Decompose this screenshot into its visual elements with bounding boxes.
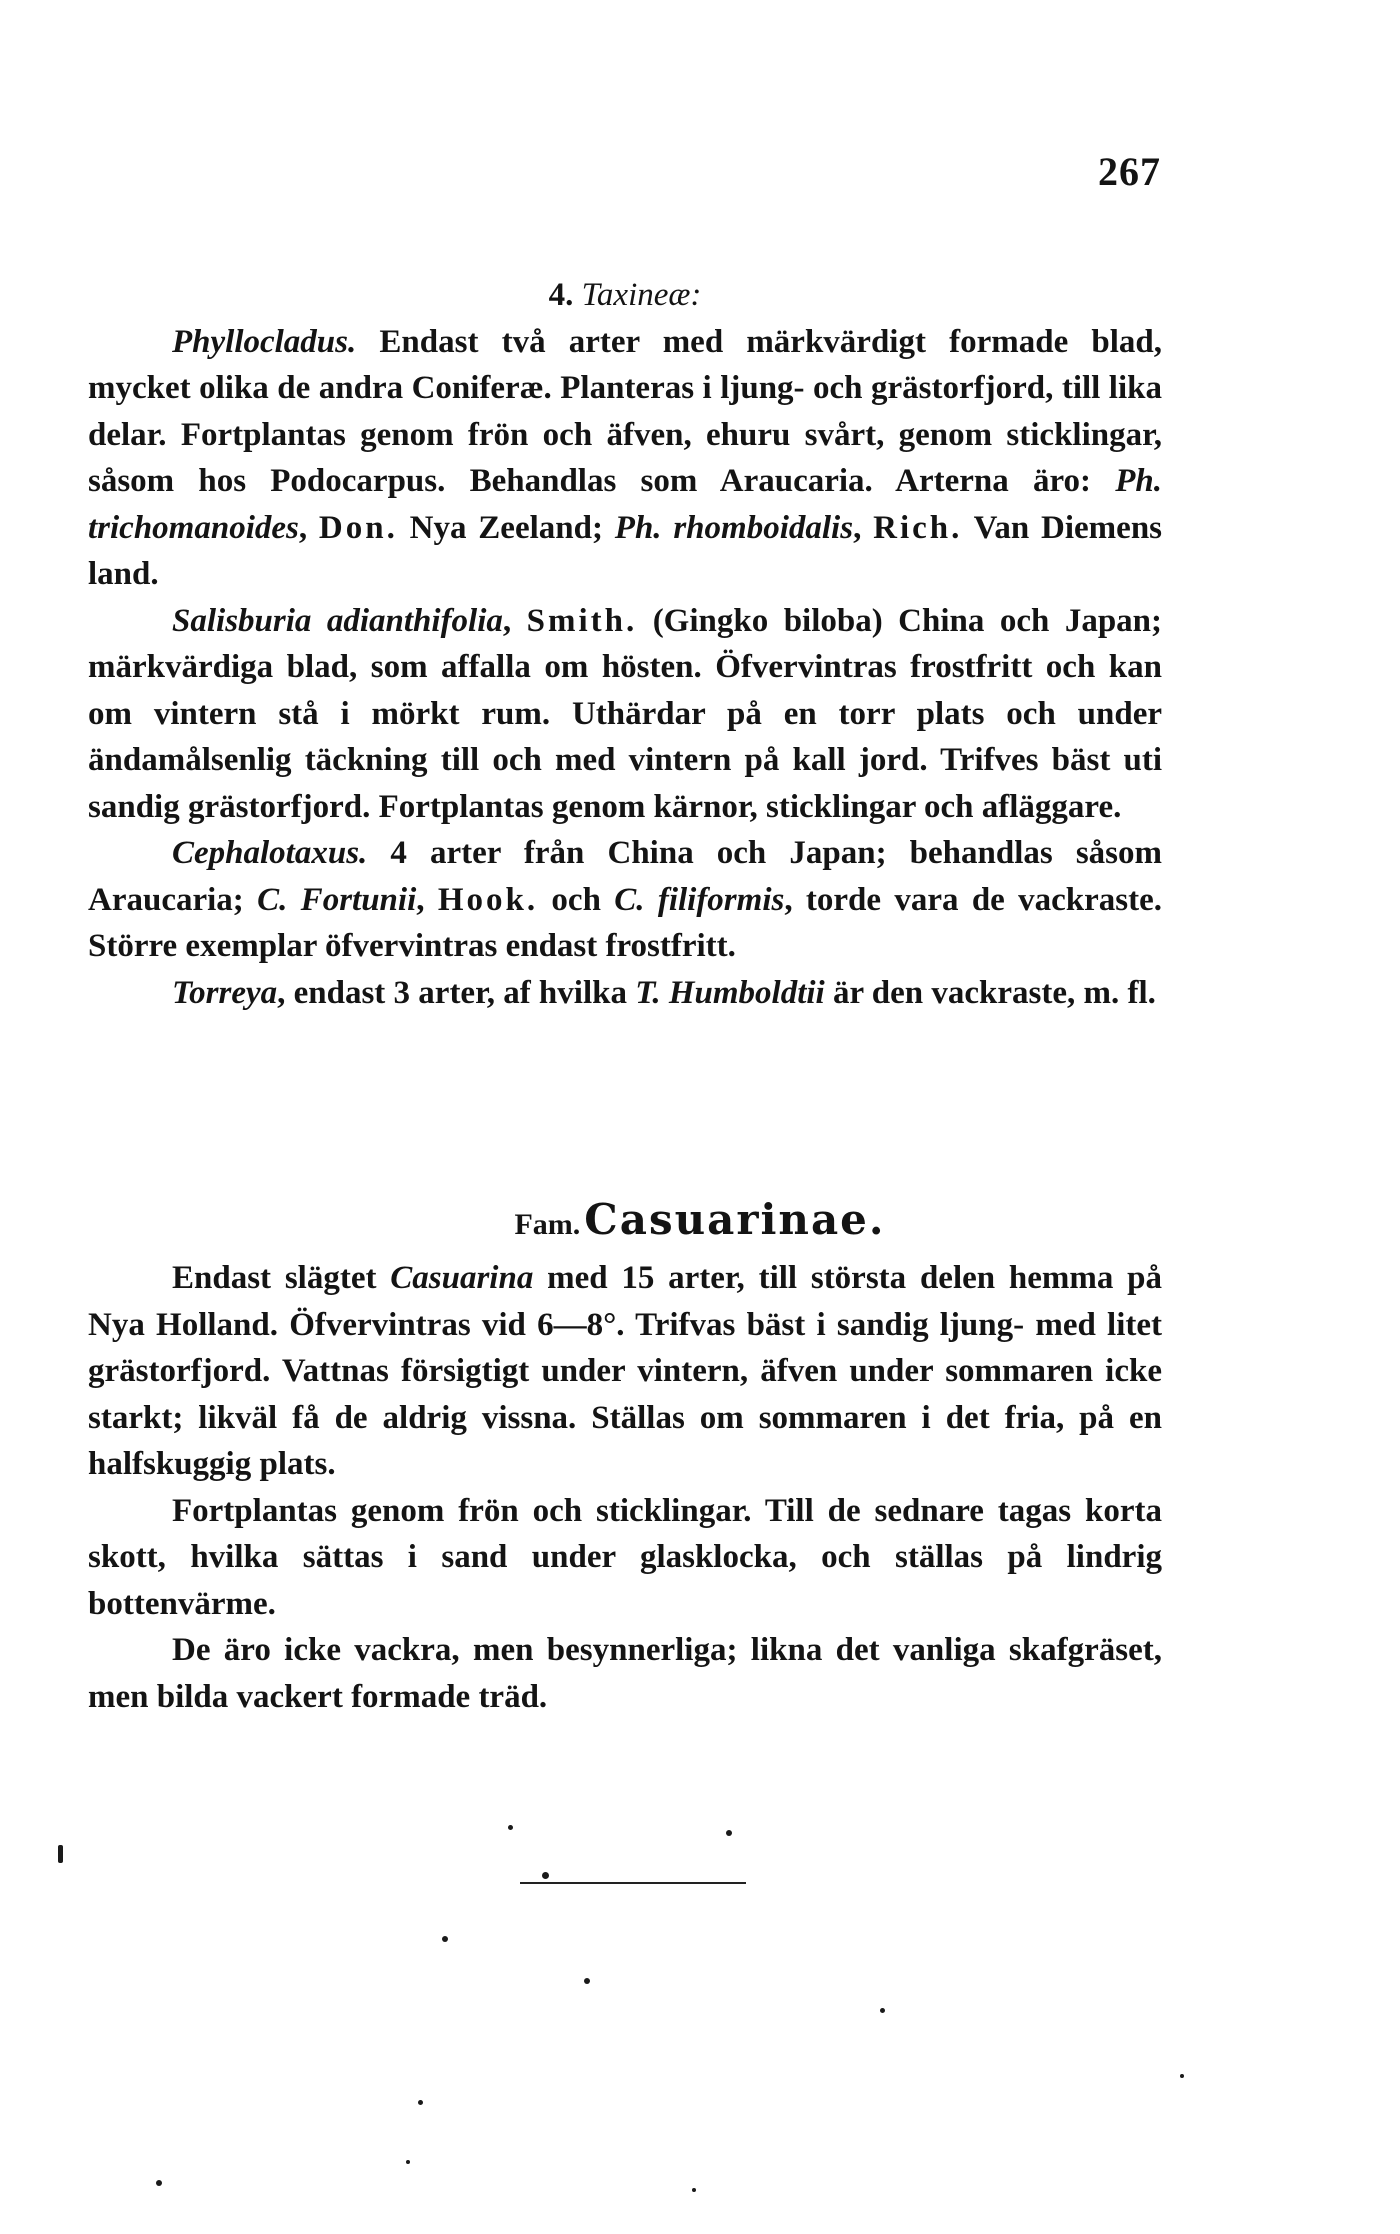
body-text: Endast två arter med märkvärdigt formade blad, mycket olika de andra Coniferæ. Planteras i ljung- och grästorfjord, till lika delar. Fortplantas genom frön och äfven, ehuru svårt, genom sticklingar, såsom hos Podocarpus. Behandlas som Araucaria. Arterna äro: bbox=[88, 323, 1162, 499]
section-name: Taxineæ: bbox=[581, 277, 702, 313]
ink-speck bbox=[442, 1936, 448, 1942]
body-text: 4 arter från China och Japan; behandlas såsom Araucaria; bbox=[88, 835, 1162, 918]
casuarinae-section bbox=[88, 1255, 1162, 1720]
genus-name: Phyllocladus. bbox=[172, 323, 357, 360]
paragraph-torreya bbox=[88, 970, 1162, 1017]
paragraph-appearance: De äro icke vackra, men besynnerliga; likna det vanliga skafgräset, men bilda vackert formade träd. bbox=[88, 1632, 1162, 1715]
species-name: Ph. trichomanoides bbox=[88, 463, 1162, 546]
body-text: , bbox=[416, 881, 438, 918]
paragraph-cephalotaxus bbox=[88, 830, 1162, 970]
body-text: Nya Zeeland; bbox=[397, 509, 615, 546]
ink-speck bbox=[584, 1978, 590, 1984]
ink-speck bbox=[406, 2160, 410, 2164]
family-name: Casuarinae. bbox=[584, 1195, 886, 1244]
section-number: 4. bbox=[548, 277, 574, 313]
section-heading bbox=[88, 272, 1162, 319]
ink-speck bbox=[726, 1830, 732, 1836]
body-text: , bbox=[502, 602, 527, 639]
ink-speck bbox=[880, 2008, 885, 2013]
ink-speck bbox=[418, 2100, 423, 2105]
ink-speck bbox=[1180, 2074, 1184, 2078]
author-name: Don. bbox=[318, 509, 398, 546]
ink-speck bbox=[58, 1845, 63, 1863]
body-text: , bbox=[298, 509, 319, 546]
body-text: , torde vara de vackraste. Större exemplar öfvervintras endast frostfritt. bbox=[88, 881, 1163, 964]
body-text: Van Diemens land. bbox=[88, 509, 1163, 592]
species-name: C. Fortunii bbox=[257, 881, 417, 918]
end-rule bbox=[520, 1882, 746, 1884]
genus-name: Cephalotaxus. bbox=[172, 835, 368, 871]
author-name: Hook. bbox=[437, 881, 539, 918]
body-text: (Gingko biloba) China och Japan; märkvärdiga blad, som affalla om hösten. Öfvervintras frostfritt och kan om vintern stå i mörkt rum. Uthärdar på en torr plats och under ändamålsenlig täckning till och med vintern på kall jord. Trifves bäst uti sandig grästorfjord. Fortplantas genom kärnor, sticklingar och afläggare. bbox=[88, 602, 1163, 825]
body-text: , endast 3 arter, af hvilka bbox=[277, 974, 636, 1011]
author-name: Rich. bbox=[873, 509, 963, 546]
body-text: med 15 arter, till största delen hemma på Nya Holland. Öfvervintras vid 6—8°. Trifvas bäst i sandig ljung- med litet grästorfjord. Vattnas försigtigt under vintern, äfven under sommaren icke starkt; likväl få de aldrig vissna. Ställas om sommaren i det fria, på en halfskuggig plats. bbox=[88, 1260, 1162, 1482]
paragraph-phyllocladus bbox=[88, 319, 1162, 598]
family-prefix: Fam. bbox=[514, 1208, 581, 1241]
ink-speck bbox=[508, 1825, 513, 1830]
genus-name: Torreya bbox=[172, 974, 278, 1011]
species-name: C. filiformis bbox=[614, 881, 785, 918]
body-text: Endast slägtet bbox=[172, 1260, 391, 1296]
species-name: T. Humboldtii bbox=[635, 974, 825, 1011]
ink-speck bbox=[692, 2188, 696, 2192]
paragraph-salisburia bbox=[88, 598, 1162, 831]
page-number: 267 bbox=[1098, 149, 1161, 194]
taxineae-section bbox=[88, 272, 1162, 1016]
ink-speck bbox=[156, 2180, 162, 2186]
genus-name: Casuarina bbox=[390, 1260, 534, 1296]
family-heading bbox=[0, 1195, 1400, 1244]
paragraph-casuarina bbox=[88, 1255, 1162, 1488]
paragraph-propagation: Fortplantas genom frön och sticklingar. Till de sednare tagas korta skott, hvilka sättas i sand under glasklocka, och ställas på lindrig bottenvärme. bbox=[88, 1492, 1162, 1622]
species-name: Ph. rhomboidalis bbox=[614, 509, 854, 546]
body-text: är den vackraste, m. fl. bbox=[824, 974, 1156, 1011]
body-text: och bbox=[538, 881, 615, 918]
author-name: Smith. bbox=[526, 602, 638, 639]
body-text: , bbox=[853, 509, 874, 546]
ink-speck bbox=[542, 1872, 549, 1879]
genus-name: Salisburia adianthifolia bbox=[172, 602, 503, 639]
